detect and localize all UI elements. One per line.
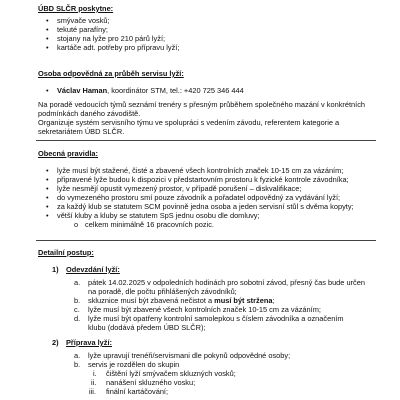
responsible-heading: Osoba odpovědná za průběh servisu lyží:	[38, 69, 184, 78]
step1-item-d-cont: klubu (dodává předem ÚBD SLČR);	[88, 323, 206, 332]
list-item: • stojany na lyže pro 210 párů lyží;	[57, 35, 179, 44]
step2-roman-marker-ii: ii.	[91, 378, 97, 387]
rules-list	[57, 167, 377, 220]
step2-item-a: lyže upravují trenéři/servismani dle pokynů odpovědné osoby;	[88, 351, 291, 360]
responsible-role: , koordinátor STM, tel.: +420 725 346 444	[107, 86, 244, 95]
responsible-para-2: Organizuje systém servisního týmu ve spolupráci s vedením závodu, referentem kategorie a sekretariátem ÚBD SLČR.	[38, 118, 340, 136]
step1-title: Odevzdání lyží:	[66, 265, 120, 274]
step1-marker-a: a.	[74, 278, 81, 287]
step1-item-b-text: skluznice musí být zbavená nečistot a	[88, 296, 215, 305]
step2-roman-i: čištění lyží smývačem skluzných vosků;	[106, 369, 236, 378]
step2-number: 2)	[52, 338, 59, 347]
list-item: • lyže nesmějí opustit vymezený prostor, v případě porušení – diskvalifikace;	[57, 185, 377, 194]
rules-subitem-text: celkem minimálně 16 pracovních pozic.	[85, 220, 214, 229]
circle-bullet: o	[74, 220, 79, 229]
step2-roman-iii: finální kartáčování;	[106, 387, 169, 396]
step2-roman-marker-iii: iii.	[89, 387, 96, 396]
list-item: • připravené lyže budou k dispozici v předstartovním prostoru k fyzické kontrole závodníka;	[57, 176, 377, 185]
step1-item-a: pátek 14.02.2025 v odpoledních hodinách pro sobotní závod, přesný čas bude určen	[88, 278, 365, 287]
list-item: • kartáče adt. potřeby pro přípravu lyží;	[57, 44, 179, 53]
responsible-line	[46, 86, 244, 96]
step2-roman-marker-i: i.	[93, 369, 97, 378]
provides-title: ÚBD SLČR poskytne:	[38, 4, 114, 13]
rules-subitem	[74, 220, 214, 230]
step1-marker-d: d.	[74, 314, 81, 323]
provides-list	[57, 17, 179, 53]
step1-number: 1)	[52, 265, 59, 274]
step1-item-c: lyže musí být zbavené všech kontrolních značek 10-15 cm za vázáním;	[88, 305, 321, 314]
step1-item-d: lyže musí být opatřeny kontrolní samolepkou s číslem závodníka a označením	[88, 314, 344, 323]
step2-marker-a: a.	[74, 351, 81, 360]
list-item: • tekuté parafíny;	[57, 26, 179, 35]
step1-item-b-tail: ;	[272, 296, 275, 305]
list-item: • za každý klub se statutem SCM povinně jedna osoba a jeden servisní stůl s dvěma kopyty;	[57, 203, 377, 212]
step1-marker-b: b.	[74, 296, 81, 305]
step2-roman-ii: nanášení skluzného vosku;	[106, 378, 196, 387]
responsible-person: Václav Haman	[57, 86, 108, 95]
step1-item-b-bold: musí být stržena	[214, 296, 273, 305]
step1-item-a-cont: na poradě, dle počtu přihlášených závodníků;	[88, 287, 237, 296]
divider	[36, 240, 376, 241]
responsible-para-1: Na poradě vedoucích týmů seznámí trenéry s přesným průběhem společného mazání v konkrétních podmínkách daného závodiště.	[38, 100, 365, 118]
step2-marker-b: b.	[74, 360, 81, 369]
bullet: •	[46, 86, 49, 95]
list-item: • větší kluby a kluby se statutem SpS jednu osobu dle domluvy;	[57, 212, 377, 221]
step2-title: Příprava lyží:	[66, 338, 113, 347]
list-item: • lyže musí být stažené, čisté a zbavené všech kontrolních značek 10-15 cm za vázáním;	[57, 167, 377, 176]
list-item: • smývače vosků;	[57, 17, 179, 26]
procedure-heading: Detailní postup:	[38, 248, 94, 257]
divider	[36, 140, 376, 141]
step2-item-b: servis je rozdělen do skupin	[88, 360, 180, 369]
rules-heading: Obecná pravidla:	[38, 149, 98, 158]
list-item: • do vymezeného prostoru smí pouze závodník a pořadatel odpovědný za vydávání lyží;	[57, 194, 377, 203]
step1-marker-c: c.	[74, 305, 80, 314]
